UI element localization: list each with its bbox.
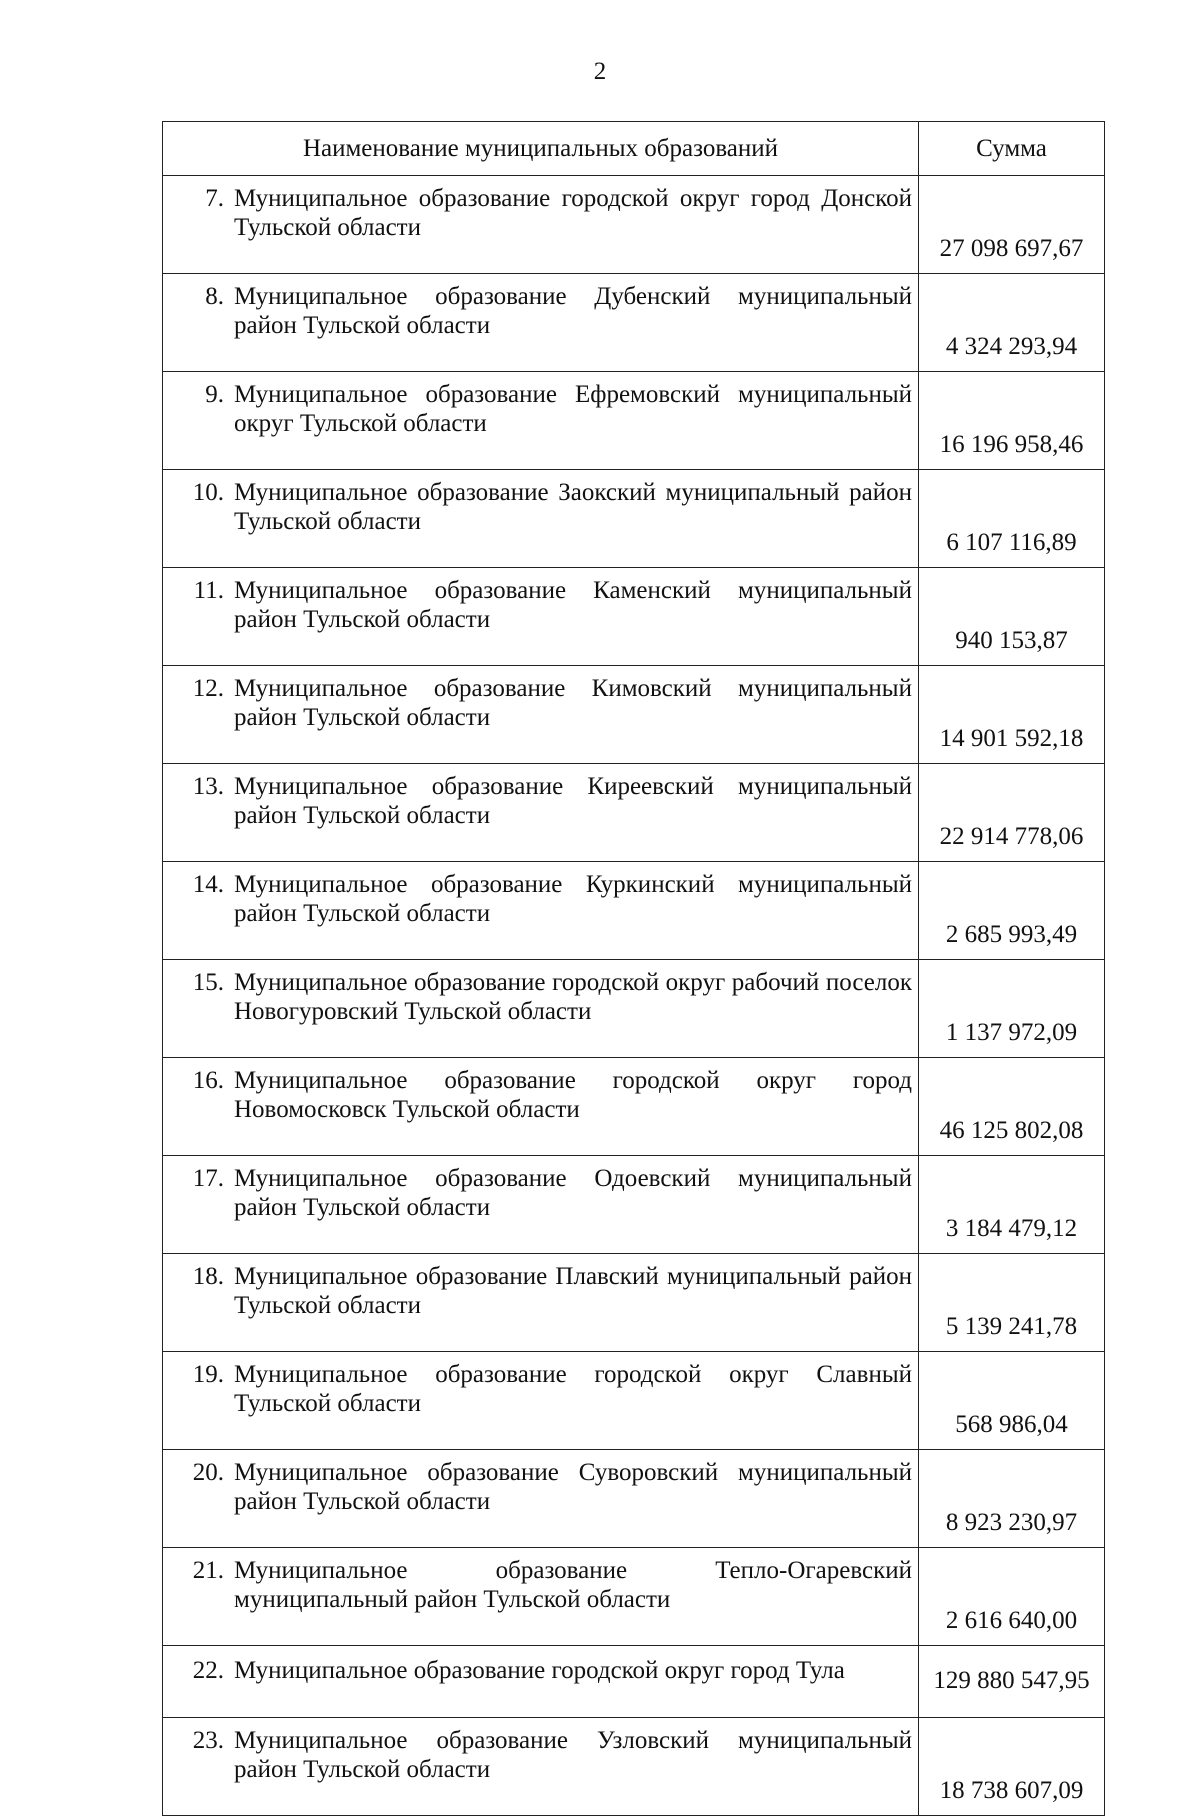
municipality-cell [163,568,919,666]
municipality-cell [163,960,919,1058]
municipality-name: Муниципальное образование Каменский муниципальный район Тульской области [234,577,912,633]
table-row [163,1450,1105,1548]
municipality-name: Муниципальное образование Плавский муниципальный район Тульской области [234,1263,912,1319]
row-number: 10. [192,479,224,506]
municipality-cell [163,1156,919,1254]
municipality-name: Муниципальное образование Узловский муниципальный район Тульской области [234,1727,912,1783]
row-number: 12. [192,675,224,702]
amount-cell: 3 184 479,12 [919,1156,1105,1254]
municipality-entry [171,772,912,830]
municipality-name: Муниципальное образование городской округ город Донской Тульской области [234,185,912,241]
table-row [163,1718,1105,1816]
municipality-entry [171,1726,912,1784]
municipality-entry [171,1066,912,1124]
table-row [163,1352,1105,1450]
amount-cell: 568 986,04 [919,1352,1105,1450]
municipality-cell [163,1548,919,1646]
table-row [163,764,1105,862]
column-header-name: Наименование муниципальных образований [163,122,919,176]
table-body [163,176,1105,1816]
amount-cell: 940 153,87 [919,568,1105,666]
municipality-name: Муниципальное образование Куркинский муниципальный район Тульской области [234,871,912,927]
municipality-name: Муниципальное образование Кимовский муниципальный район Тульской области [234,675,912,731]
row-number: 8. [205,283,224,310]
amount-cell: 2 685 993,49 [919,862,1105,960]
municipality-cell [163,1058,919,1156]
municipality-cell [163,666,919,764]
row-number: 20. [192,1459,224,1486]
table-row [163,1646,1105,1718]
municipality-name: Муниципальное образование Дубенский муниципальный район Тульской области [234,283,912,339]
municipality-entry [171,576,912,634]
table-row [163,568,1105,666]
table-row [163,862,1105,960]
column-header-sum: Сумма [919,122,1105,176]
amount-cell: 16 196 958,46 [919,372,1105,470]
amount-cell: 22 914 778,06 [919,764,1105,862]
municipality-entry [171,1458,912,1516]
municipality-entry [171,380,912,438]
row-number: 15. [192,969,224,996]
row-number: 21. [192,1557,224,1584]
municipality-entry [171,1360,912,1418]
municipality-name: Муниципальное образование Одоевский муниципальный район Тульской области [234,1165,912,1221]
municipality-name: Муниципальное образование Киреевский муниципальный район Тульской области [234,773,912,829]
table-row [163,470,1105,568]
amount-cell: 14 901 592,18 [919,666,1105,764]
table-row [163,176,1105,274]
municipality-name: Муниципальное образование городской округ Славный Тульской области [234,1361,912,1417]
municipality-cell [163,1450,919,1548]
municipality-name: Муниципальное образование Ефремовский муниципальный округ Тульской области [234,381,912,437]
page-number: 2 [593,58,607,85]
amount-cell: 129 880 547,95 [919,1646,1105,1718]
municipality-name: Муниципальное образование городской округ город Тула [234,1657,845,1684]
table-row [163,1058,1105,1156]
amount-cell: 46 125 802,08 [919,1058,1105,1156]
municipality-entry [171,1656,912,1685]
allocation-table [162,121,1105,1816]
municipality-entry [171,968,912,1026]
row-number: 23. [192,1727,224,1754]
municipality-cell [163,1352,919,1450]
table-row [163,274,1105,372]
table-row [163,1254,1105,1352]
row-number: 13. [192,773,224,800]
amount-cell: 8 923 230,97 [919,1450,1105,1548]
municipality-cell [163,1254,919,1352]
municipality-name: Муниципальное образование Суворовский муниципальный район Тульской области [234,1459,912,1515]
municipality-cell [163,1718,919,1816]
municipality-cell [163,274,919,372]
municipality-entry [171,282,912,340]
amount-cell: 6 107 116,89 [919,470,1105,568]
table-row [163,1548,1105,1646]
table-row [163,960,1105,1058]
row-number: 17. [192,1165,224,1192]
municipality-cell [163,1646,919,1718]
municipality-name: Муниципальное образование городской округ рабочий поселок Новогуровский Тульской области [234,969,912,1025]
row-number: 18. [192,1263,224,1290]
amount-cell: 4 324 293,94 [919,274,1105,372]
municipality-entry [171,1164,912,1222]
row-number: 9. [205,381,224,408]
table-row [163,666,1105,764]
row-number: 19. [192,1361,224,1388]
table-row [163,1156,1105,1254]
row-number: 16. [192,1067,224,1094]
municipality-cell [163,862,919,960]
municipality-entry [171,1556,912,1614]
municipality-entry [171,870,912,928]
municipality-cell [163,470,919,568]
municipality-entry [171,184,912,242]
amount-cell: 2 616 640,00 [919,1548,1105,1646]
municipality-cell [163,372,919,470]
municipality-name: Муниципальное образование Тепло-Огаревский муниципальный район Тульской области [234,1557,912,1613]
row-number: 11. [193,577,224,604]
amount-cell: 27 098 697,67 [919,176,1105,274]
amount-cell: 18 738 607,09 [919,1718,1105,1816]
table-row [163,372,1105,470]
municipality-name: Муниципальное образование городской округ город Новомосковск Тульской области [234,1067,912,1123]
municipality-entry [171,478,912,536]
municipality-name: Муниципальное образование Заокский муниципальный район Тульской области [234,479,912,535]
municipality-cell [163,176,919,274]
row-number: 7. [205,185,224,212]
municipality-entry [171,674,912,732]
row-number: 14. [192,871,224,898]
table-header-row [163,122,1105,176]
row-number: 22. [192,1657,224,1684]
amount-cell: 5 139 241,78 [919,1254,1105,1352]
municipality-entry [171,1262,912,1320]
amount-cell: 1 137 972,09 [919,960,1105,1058]
municipality-cell [163,764,919,862]
